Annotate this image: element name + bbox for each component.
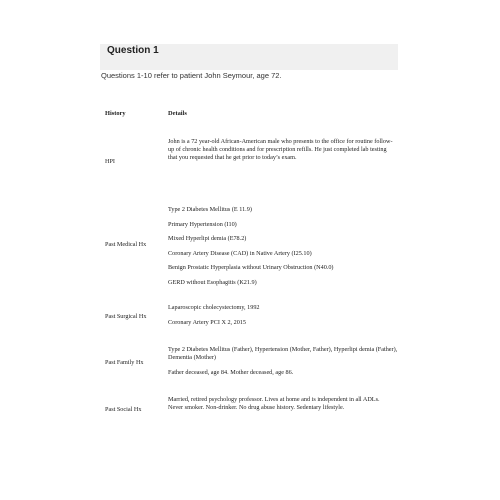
detail-item: Type 2 Diabetes Mellitus (E 11.9) <box>168 206 252 213</box>
row-label-past-social-hx: Past Social Hx <box>105 406 142 413</box>
row-details-past-family-hx <box>168 346 400 377</box>
detail-item: Mixed Hyperlipi demia (E78.2) <box>168 235 247 242</box>
row-label-hpi: HPI <box>105 158 115 165</box>
detail-item: Coronary Artery PCI X 2, 2015 <box>168 318 247 326</box>
row-details-past-medical-hx <box>168 206 400 287</box>
detail-item: GERD without Esophagitis (K21.9) <box>168 278 257 286</box>
details-column-header: Details <box>168 110 187 117</box>
detail-item: Married, retired psychology professor. Lives at home and is independent in all ADLs. Never smoker. Non-drinker. No drug abuse history. Sedentary lifestyle. <box>168 396 380 412</box>
detail-item: Type 2 Diabetes Mellitus (Father), Hypertension (Mother, Father), Hyperlipi demia (Father), Dementia (Mother) <box>168 346 398 362</box>
detail-item: John is a 72 year-old African-American male who presents to the office for routine follow-up of chronic health conditions and for prescription refills. He just completed lab testing that you requested that he get prior to today’s exam. <box>168 138 393 162</box>
row-details-past-surgical-hx <box>168 304 400 327</box>
detail-item: Father deceased, age 84. Mother deceased, age 86. <box>168 368 294 376</box>
row-details-hpi <box>168 138 396 163</box>
question-intro: Questions 1-10 refer to patient John Seymour, age 72. <box>101 71 282 80</box>
history-column-header: History <box>105 110 126 117</box>
detail-item: Coronary Artery Disease (CAD) in Native Artery (I25.10) <box>168 249 312 257</box>
question-title: Question 1 <box>107 45 159 56</box>
row-label-past-family-hx: Past Family Hx <box>105 359 144 366</box>
detail-item: Benign Prostatic Hyperplasia without Urinary Obstruction (N40.0) <box>168 264 334 271</box>
detail-item: Laparoscopic cholecystectomy, 1992 <box>168 304 260 311</box>
row-label-past-medical-hx: Past Medical Hx <box>105 241 147 248</box>
row-details-past-social-hx <box>168 396 396 412</box>
detail-item: Primary Hypertension (I10) <box>168 220 237 228</box>
row-label-past-surgical-hx: Past Surgical Hx <box>105 313 147 320</box>
question-header <box>100 44 398 70</box>
